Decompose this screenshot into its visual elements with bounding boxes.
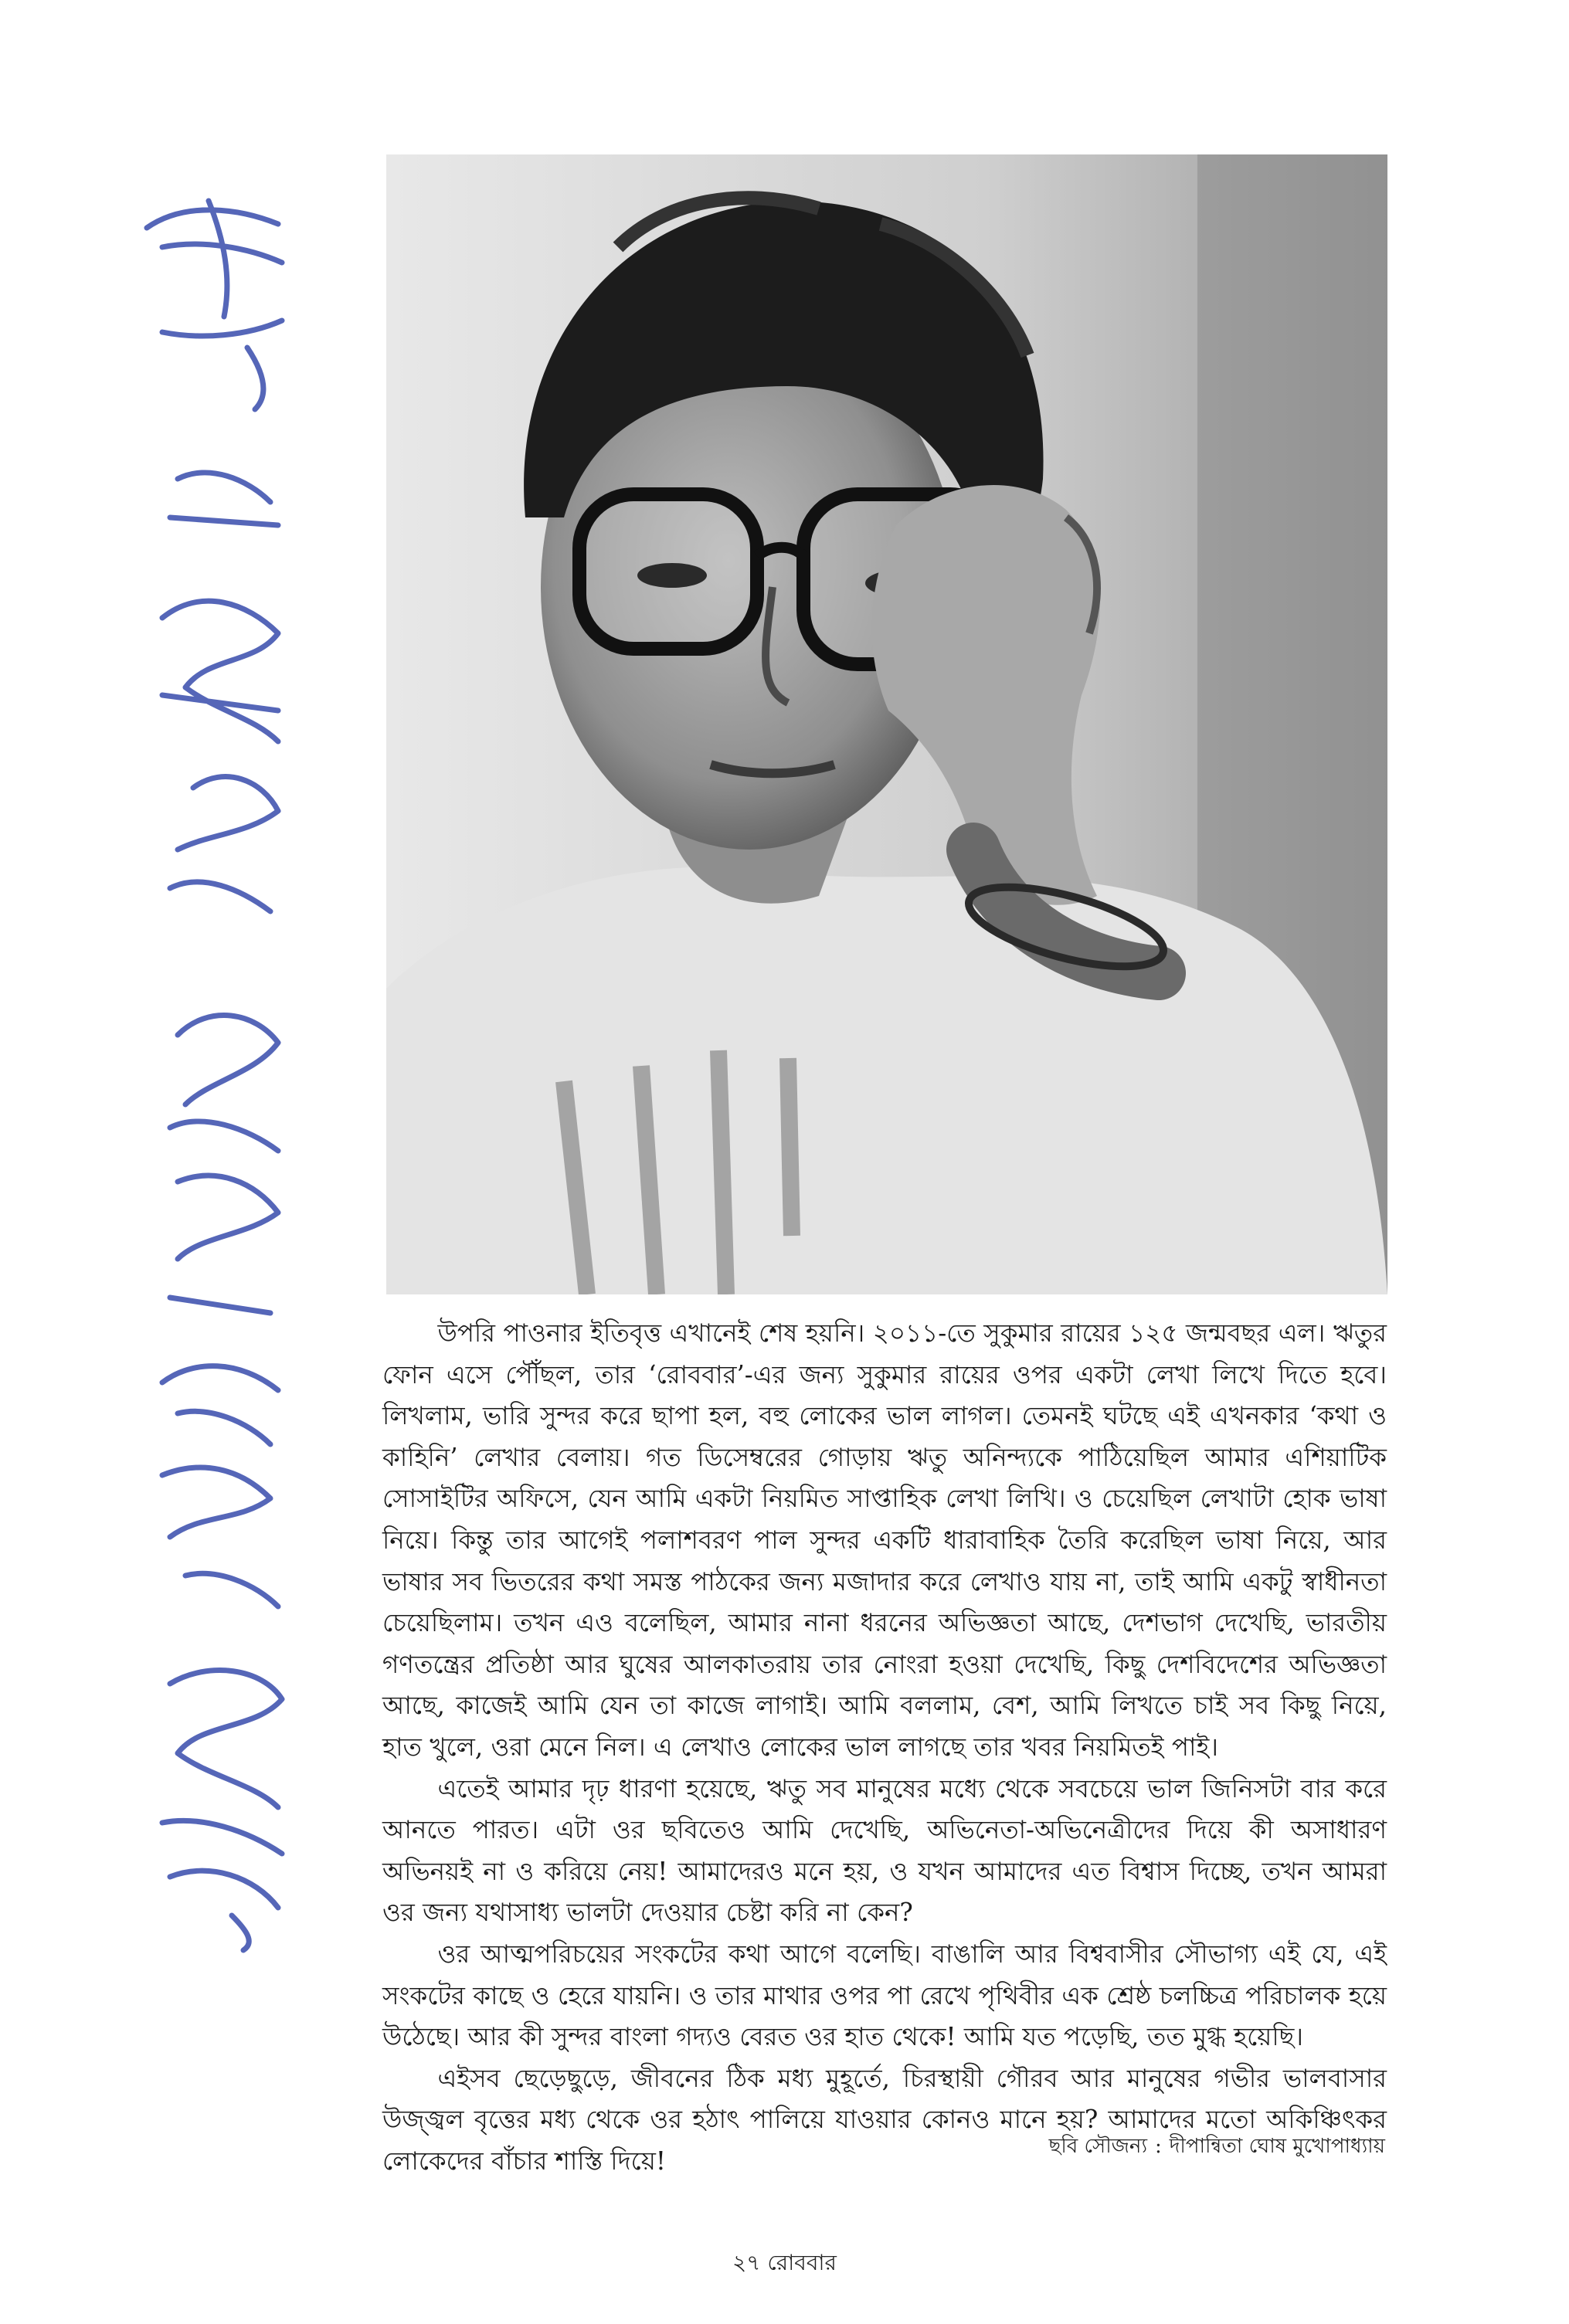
article-paragraph: এতেই আমার দৃঢ় ধারণা হয়েছে, ঋতু সব মানুষের মধ্যে থেকে সবচেয়ে ভাল জিনিসটা বার করে আনতে পারত। এটা ওর ছবিতেও আমি দেখেছি, অভিনেতা-অভিনেত্রীদের দিয়ে কী অসাধারণ অভিনয়ই না ও করিয়ে নেয়! আমাদেরও মনে হয়, ও যখন আমাদের এত বিশ্বাস দিচ্ছে, তখন আমরা ওর জন্য যথাসাধ্য ভালটা দেওয়ার চেষ্টা করি না কেন?: [382, 1773, 1387, 1928]
portrait-photo: [386, 154, 1387, 1294]
handwritten-signature-note: [116, 154, 317, 1954]
article-paragraph: ওর আত্মপরিচয়ের সংকটের কথা আগে বলেছি। বাঙালি আর বিশ্ববাসীর সৌভাগ্য এই যে, এই সংকটের কাছে ও হেরে যায়নি। ও তার মাথার ওপর পা রেখে পৃথিবীর এক শ্রেষ্ঠ চলচ্চিত্র পরিচালক হয়ে উঠেছে। আর কী সুন্দর বাংলা গদ্যও বেরত ওর হাত থেকে! আমি যত পড়েছি, তত মুগ্ধ হয়েছি।: [382, 1939, 1387, 2052]
page-number-label: ২৭ রোববার: [732, 2250, 837, 2275]
page-footer: [0, 2246, 1569, 2282]
photo-credit: [1049, 2130, 1385, 2164]
article-paragraph: উপরি পাওনার ইতিবৃত্ত এখানেই শেষ হয়নি। ২০১১-তে সুকুমার রায়ের ১২৫ জন্মবছর এল। ঋতুর ফোন এসে পৌঁছল, তার ‘রোববার’-এর জন্য সুকুমার রায়ের ওপর একটা লেখা লিখে দিতে হবে। লিখলাম, ভারি সুন্দর করে ছাপা হল, বহু লোকের ভাল লাগল। তেমনই ঘটছে এই এখনকার ‘কথা ও কাহিনি’ লেখার বেলায়। গত ডিসেম্বরের গোড়ায় ঋতু অনিন্দ্যকে পাঠিয়েছিল আমার এশিয়াটিক সোসাইটির অফিসে, যেন আমি একটা নিয়মিত সাপ্তাহিক লেখা লিখি। ও চেয়েছিল লেখাটা হোক ভাষা নিয়ে। কিন্তু তার আগেই পলাশবরণ পাল সুন্দর একটি ধারাবাহিক তৈরি করেছিল ভাষা নিয়ে, আর ভাষার সব ভিতরের কথা সমস্ত পাঠকের জন্য মজাদার করে লেখাও যায় না, তাই আমি একটু স্বাধীনতা চেয়েছিলাম। তখন এও বলেছিল, আমার নানা ধরনের অভিজ্ঞতা আছে, দেশভাগ দেখেছি, ভারতীয় গণতন্ত্রের প্রতিষ্ঠা আর ঘুষের আলকাতরায় তার নোংরা হওয়া দেখেছি, কিছু দেশবিদেশের অভিজ্ঞতা আছে, কাজেই আমি যেন তা কাজে লাগাই। আমি বললাম, বেশ, আমি লিখতে চাই সব কিছু নিয়ে, হাত খুলে, ওরা মেনে নিল। এ লেখাও লোকের ভাল লাগছে তার খবর নিয়মিতই পাই।: [382, 1318, 1387, 1762]
photo-credit-name: দীপান্বিতা ঘোষ মুখোপাধ্যায়: [1169, 2135, 1385, 2158]
credit-separator: :: [1155, 2135, 1162, 2158]
photo-credit-label: ছবি সৌজন্য: [1048, 2135, 1147, 2158]
article-body: [382, 1313, 1387, 2182]
article-paragraph: এইসব ছেড়েছুড়ে, জীবনের ঠিক মধ্য মুহূর্তে, চিরস্থায়ী গৌরব আর মানুষের গভীর ভালবাসার উজ্জ্বল বৃত্তের মধ্য থেকে ওর হঠাৎ পালিয়ে যাওয়ার কোনও মানে হয়? আমাদের মতো অকিঞ্চিৎকর লোকেদের বাঁচার শাস্তি দিয়ে!: [382, 2063, 1387, 2176]
